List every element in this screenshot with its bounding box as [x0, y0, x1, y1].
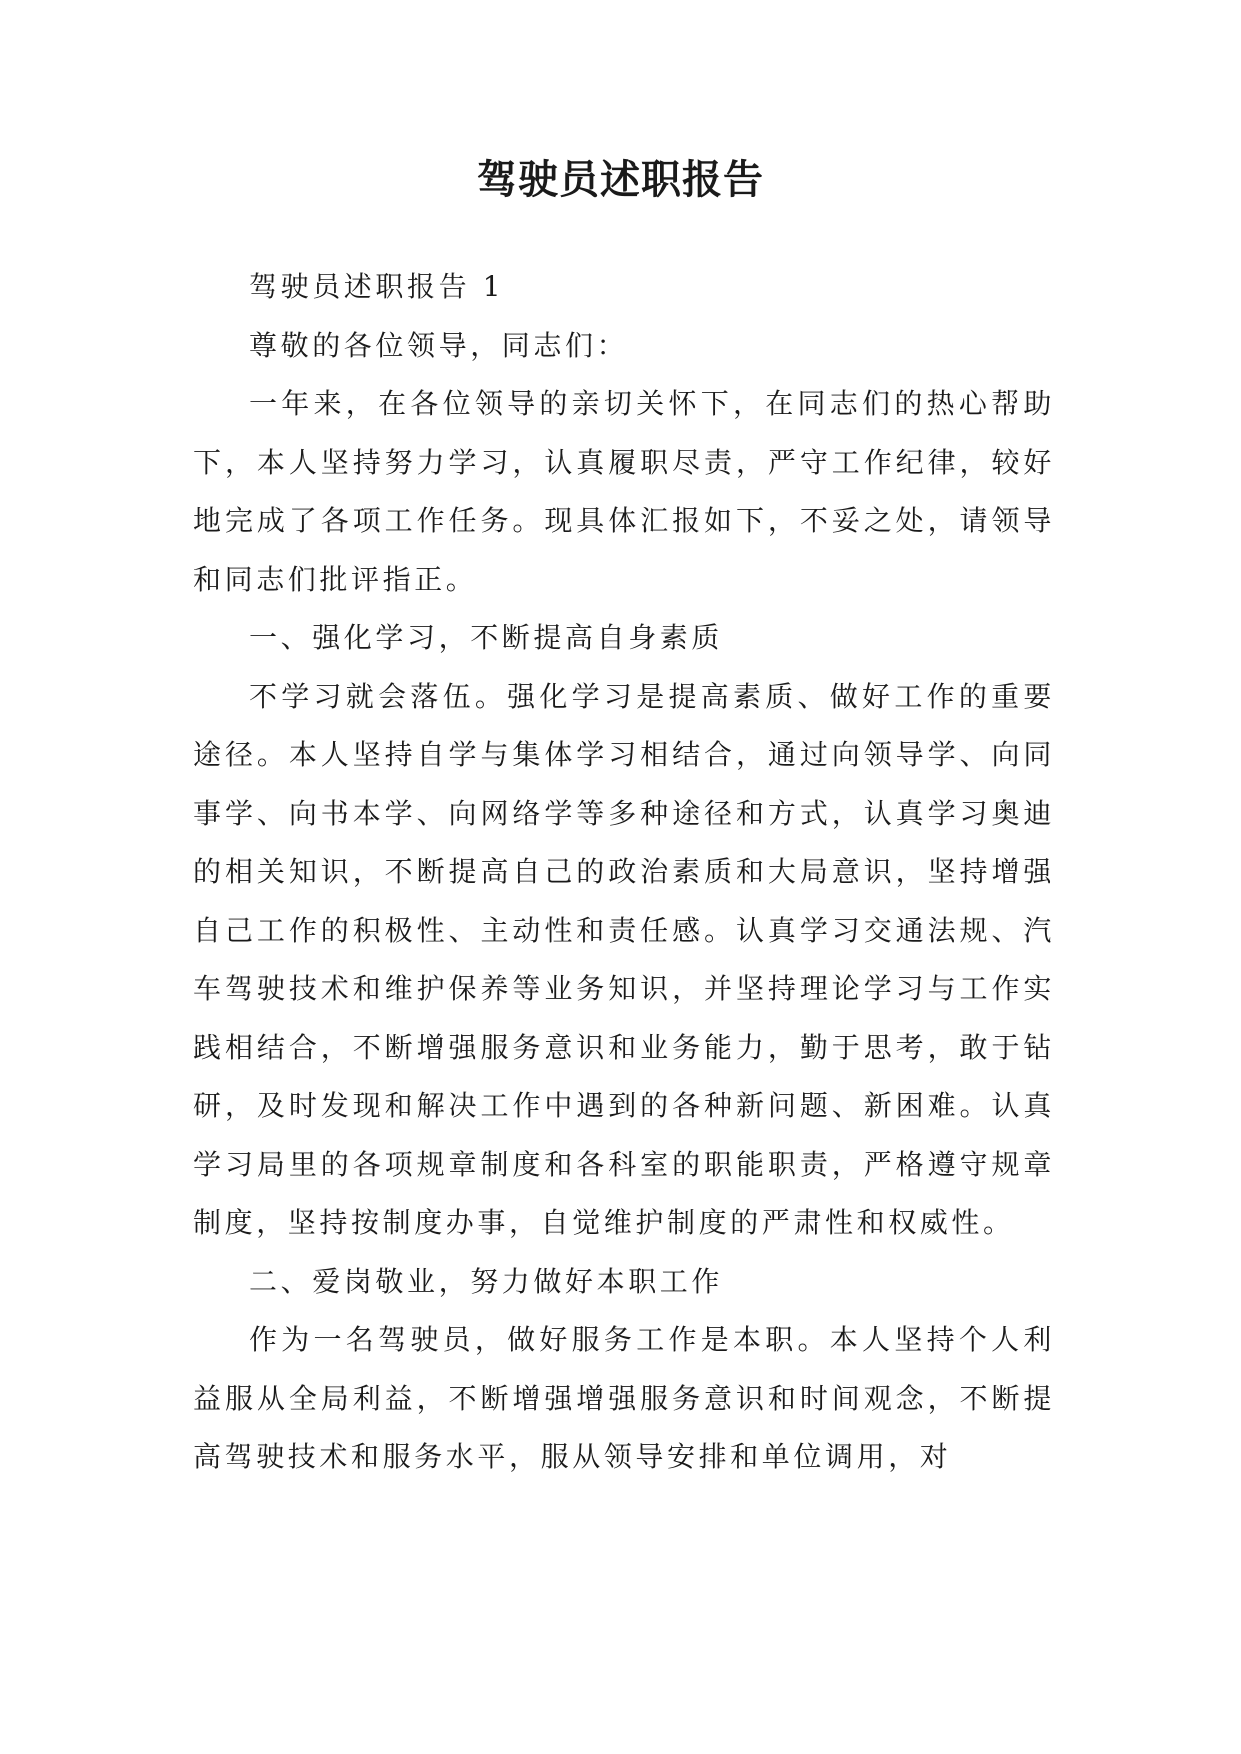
document-title: 驾驶员述职报告 — [477, 156, 764, 203]
intro-paragraph: 一年来，在各位领导的亲切关怀下，在同志们的热心帮助下，本人坚持努力学习，认真履职尽责，严守工作纪律，较好地完成了各项工作任务。现具体汇报如下，不妥之处，请领导和同志们批评指正。 — [193, 387, 1055, 596]
section-heading-2: 二、爱岗敬业，努力做好本职工作 — [249, 1264, 724, 1298]
document-body — [193, 258, 1055, 1487]
section-1-paragraph: 不学习就会落伍。强化学习是提高素质、做好工作的重要途径。本人坚持自学与集体学习相结合，通过向领导学、向同事学、向书本学、向网络学等多种途径和方式，认真学习奥迪的相关知识，不断提高自己的政治素质和大局意识，坚持增强自己工作的积极性、主动性和责任感。认真学习交通法规、汽车驾驶技术和维护保养等业务知识，并坚持理论学习与工作实践相结合，不断增强服务意识和业务能力，勤于思考，敢于钻研，及时发现和解决工作中遇到的各种新问题、新困难。认真学习局里的各项规章制度和各科室的职能职责，严格遵守规章制度，坚持按制度办事，自觉维护制度的严肃性和权威性。 — [193, 679, 1055, 1239]
report-subtitle: 驾驶员述职报告 1 — [249, 270, 505, 303]
section-heading-1: 一、强化学习，不断提高自身素质 — [249, 621, 724, 654]
salutation: 尊敬的各位领导，同志们： — [249, 328, 629, 362]
section-2-paragraph: 作为一名驾驶员，做好服务工作是本职。本人坚持个人利益服从全局利益，不断增强增强服务意识和时间观念，不断提高驾驶技术和服务水平，服从领导安排和单位调用，对 — [193, 1323, 1055, 1473]
